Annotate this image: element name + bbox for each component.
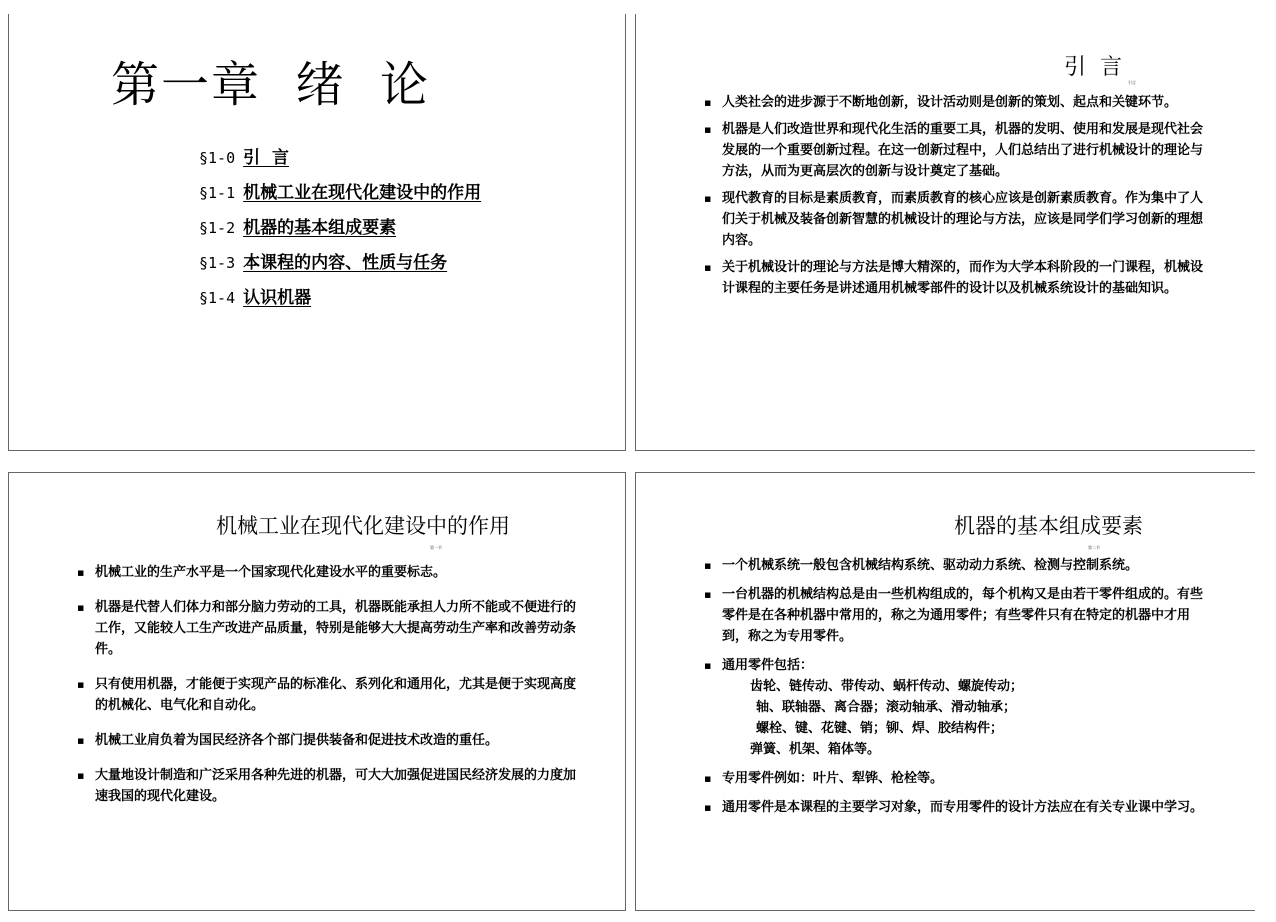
bullet-marker: ▪: [704, 261, 712, 274]
list-item: ▪ 通用零件包括： 齿轮、链传动、带传动、蜗杆传动、螺旋传动； 轴、联轴器、离合器；滚动轴承、滑动轴承； 螺栓、键、花键、销；铆、焊、胶结构件； 弹簧、机架、箱体等。: [704, 655, 1204, 760]
bullet-marker: ▪: [77, 769, 85, 782]
bullet-marker: ▪: [704, 96, 712, 109]
slide-title: 机器的基本组成要素: [954, 514, 1143, 538]
list-item: ▪ 机械工业的生产水平是一个国家现代化建设水平的重要标志。: [77, 562, 577, 583]
general-parts-line: 齿轮、链传动、带传动、蜗杆传动、螺旋传动；: [750, 679, 1024, 694]
general-parts-line: 弹簧、机架、箱体等。: [750, 742, 881, 757]
bullet-marker: ▪: [77, 678, 85, 691]
toc-item: [199, 251, 481, 286]
bullet-marker: ▪: [77, 734, 85, 747]
table-of-contents: [199, 146, 481, 321]
list-item: ▪ 只有使用机器，才能便于实现产品的标准化、系列化和通用化，尤其是便于实现高度的机械化、电气化和自动化。: [77, 674, 577, 716]
toc-link-intro[interactable]: 引 言: [243, 148, 289, 168]
bullet-marker: ▪: [704, 801, 712, 814]
toc-section-number: §1-0: [199, 149, 236, 167]
toc-link-machines[interactable]: 认识机器: [243, 288, 312, 308]
general-parts-line: 螺栓、键、花键、销；铆、焊、胶结构件；: [756, 721, 1004, 736]
bullet-marker: ▪: [704, 123, 712, 136]
list-item: ▪ 现代教育的目标是素质教育，而素质教育的核心应该是创新素质教育。作为集中了人们关于机械及装备创新智慧的机械设计的理论与方法，应该是同学们学习创新的理想内容。: [704, 188, 1204, 251]
toc-section-number: §1-1: [199, 184, 236, 202]
toc-section-number: §1-3: [199, 254, 236, 272]
toc-item: [199, 216, 481, 251]
toc-section-number: §1-4: [199, 289, 236, 307]
slide-title: 机械工业在现代化建设中的作用: [216, 514, 510, 538]
slide-chapter-title: [8, 14, 626, 451]
bullet-marker: ▪: [704, 559, 712, 572]
chapter-title: 第一章 绪 论: [111, 57, 431, 113]
slide-title: 引 言: [1064, 55, 1122, 80]
bullet-marker: ▪: [704, 588, 712, 601]
toc-item: [199, 286, 481, 321]
toc-link-elements[interactable]: 机器的基本组成要素: [243, 218, 397, 238]
bullet-list: [704, 555, 1204, 818]
bullet-marker: ▪: [77, 566, 85, 579]
section-tag: 第一节: [430, 545, 442, 550]
toc-item: [199, 181, 481, 216]
bullet-list: [77, 562, 577, 807]
list-item: ▪ 通用零件是本课程的主要学习对象，而专用零件的设计方法应在有关专业课中学习。: [704, 797, 1204, 818]
toc-item: [199, 146, 481, 181]
section-tag: 引言: [1128, 80, 1136, 85]
bullet-list: [704, 92, 1204, 299]
list-item: ▪ 机器是人们改造世界和现代化生活的重要工具，机器的发明、使用和发展是现代社会发展的一个重要创新过程。在这一创新过程中，人们总结出了进行机械设计的理论与方法，从而为更高层次的创新与设计奠定了基础。: [704, 119, 1204, 182]
bullet-marker: ▪: [704, 192, 712, 205]
list-item: ▪ 专用零件例如：叶片、犁铧、枪栓等。: [704, 768, 1204, 789]
list-item: ▪ 人类社会的进步源于不断地创新，设计活动则是创新的策划、起点和关键环节。: [704, 92, 1204, 113]
slide-introduction: [635, 14, 1255, 451]
bullet-marker: ▪: [704, 772, 712, 785]
list-item: ▪ 关于机械设计的理论与方法是博大精深的，而作为大学本科阶段的一门课程，机械设计课程的主要任务是讲述通用机械零部件的设计以及机械系统设计的基础知识。: [704, 257, 1204, 299]
list-item: ▪ 大量地设计制造和广泛采用各种先进的机器，可大大加强促进国民经济发展的力度加速我国的现代化建设。: [77, 765, 577, 807]
bullet-marker: ▪: [704, 659, 712, 672]
slide-machine-elements: [635, 472, 1255, 911]
list-item: ▪ 机器是代替人们体力和部分脑力劳动的工具，机器既能承担人力所不能或不便进行的工作，又能较人工生产改进产品质量，特别是能够大大提高劳动生产率和改善劳动条件。: [77, 597, 577, 660]
toc-link-course[interactable]: 本课程的内容、性质与任务: [243, 253, 448, 273]
section-tag: 第二节: [1088, 545, 1100, 550]
toc-section-number: §1-2: [199, 219, 236, 237]
toc-link-role[interactable]: 机械工业在现代化建设中的作用: [243, 183, 482, 203]
general-parts-line: 轴、联轴器、离合器；滚动轴承、滑动轴承；: [756, 700, 1017, 715]
list-item: ▪ 机械工业肩负着为国民经济各个部门提供装备和促进技术改造的重任。: [77, 730, 577, 751]
list-item: ▪ 一个机械系统一般包含机械结构系统、驱动动力系统、检测与控制系统。: [704, 555, 1204, 576]
bullet-marker: ▪: [77, 601, 85, 614]
slide-industry-role: [8, 472, 626, 911]
list-item: ▪ 一台机器的机械结构总是由一些机构组成的，每个机构又是由若干零件组成的。有些零件是在各种机器中常用的，称之为通用零件；有些零件只有在特定的机器中才用到，称之为专用零件。: [704, 584, 1204, 647]
